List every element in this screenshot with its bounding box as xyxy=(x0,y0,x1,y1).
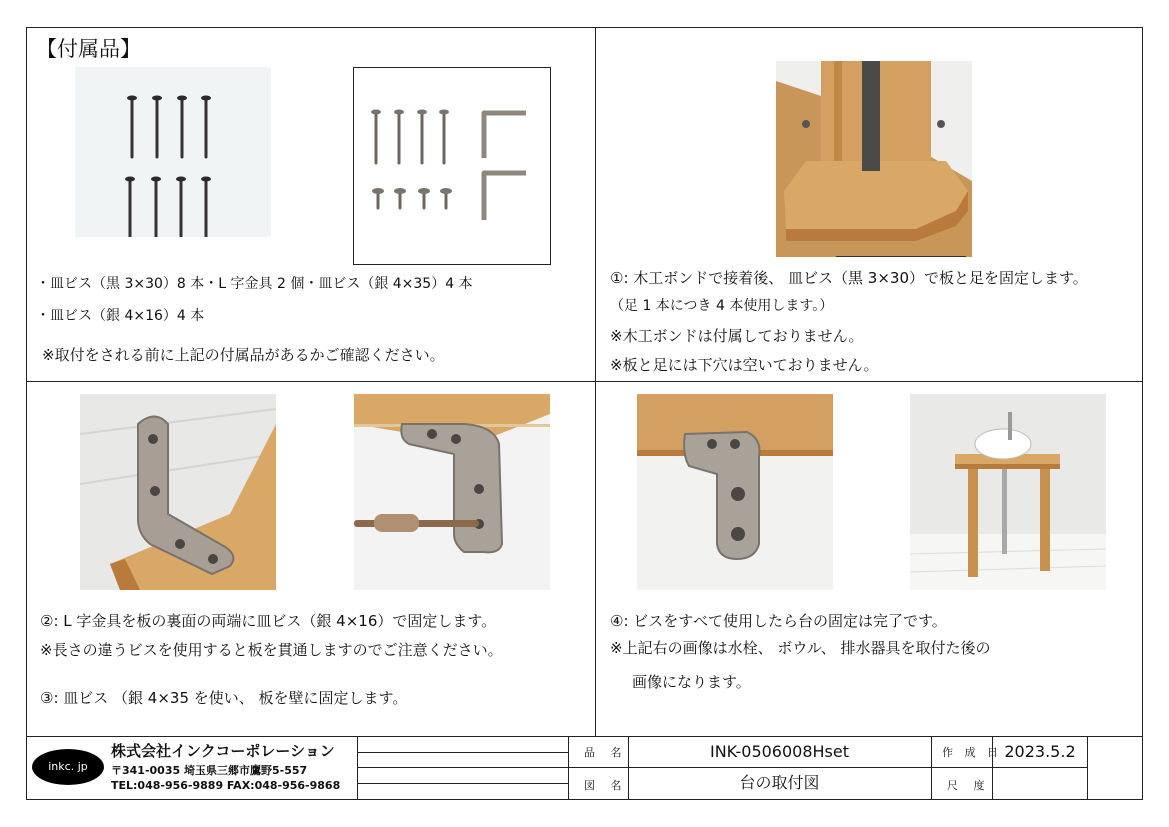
footer-top-line xyxy=(26,736,1143,737)
date-value: 2023.5.2 xyxy=(1004,742,1076,761)
frame-left xyxy=(26,27,27,800)
frame-bottom xyxy=(26,799,1143,800)
tb-vline-6 xyxy=(1087,736,1088,799)
section1-heading: 【付属品】 xyxy=(36,37,141,61)
section1-note: ※取付をされる前に上記の付属品があるかご確認ください。 xyxy=(42,346,445,364)
company-name: 株式会社インクコーポレーション xyxy=(111,742,335,760)
tb-hline-b xyxy=(357,767,568,768)
section2-step: ①: 木工ボンドで接着後、 皿ビス（黒 3×30）で板と足を固定します。 xyxy=(610,269,1088,287)
frame-top xyxy=(26,27,1143,28)
section3-step3: ③: 皿ビス （銀 4×35 を使い、 板を壁に固定します。 xyxy=(40,689,408,707)
drawing-name-value: 台の取付図 xyxy=(739,773,820,792)
section2-note1: ※木工ボンドは付属しておりません。 xyxy=(610,327,864,345)
company-logo xyxy=(32,749,104,785)
section4-note-b: 画像になります。 xyxy=(632,673,751,691)
section2-sub: （足 1 本につき 4 本使用します。） xyxy=(610,298,834,314)
section4-note-a: ※上記右の画像は水栓、 ボウル、 排水器具を取付た後の xyxy=(610,639,991,657)
drawing-name-label: 図 名 xyxy=(584,779,628,792)
section4-step: ④: ビスをすべて使用したら台の固定は完了です。 xyxy=(610,612,947,630)
silver-screws-brackets-photo xyxy=(353,67,551,265)
black-screws-photo xyxy=(75,67,271,237)
bracket-under-board-photo xyxy=(354,394,550,590)
product-name-label: 品 名 xyxy=(584,746,628,759)
bracket-on-wall-photo xyxy=(637,394,833,590)
company-phone: TEL:048-956-9889 FAX:048-956-9868 xyxy=(111,779,341,792)
completed-sink-stand-photo xyxy=(910,394,1106,590)
section2-note2: ※板と足には下穴は空いておりません。 xyxy=(610,356,879,374)
section1-line1: ・皿ビス（黒 3×30）8 本・L 字金具 2 個・皿ビス（銀 4×35）4 本 xyxy=(36,276,473,292)
divider-horizontal xyxy=(26,381,1143,382)
tb-hline-a xyxy=(357,752,568,753)
scale-label: 尺 度 xyxy=(947,779,991,792)
tb-hline-c xyxy=(357,783,568,784)
section3-step2: ②: L 字金具を板の裏面の両端に皿ビス（銀 4×16）で固定します。 xyxy=(40,612,497,630)
product-name-value: INK-0506008Hset xyxy=(709,742,849,761)
bracket-on-board-photo xyxy=(80,394,276,590)
section3-note: ※長さの違うビスを使用すると板を貫通しますのでご注意ください。 xyxy=(40,641,503,659)
company-address: 〒341-0035 埼玉県三郷市鷹野5-557 xyxy=(111,764,308,777)
tb-hline-mid xyxy=(568,767,1087,768)
logo-text: inkc. jp xyxy=(48,760,88,773)
section1-line2: ・皿ビス（銀 4×16）4 本 xyxy=(36,308,205,324)
frame-right xyxy=(1142,27,1143,800)
leg-fixing-photo xyxy=(776,61,972,257)
divider-vertical xyxy=(595,27,596,736)
date-label: 作 成 日 xyxy=(942,746,1002,759)
